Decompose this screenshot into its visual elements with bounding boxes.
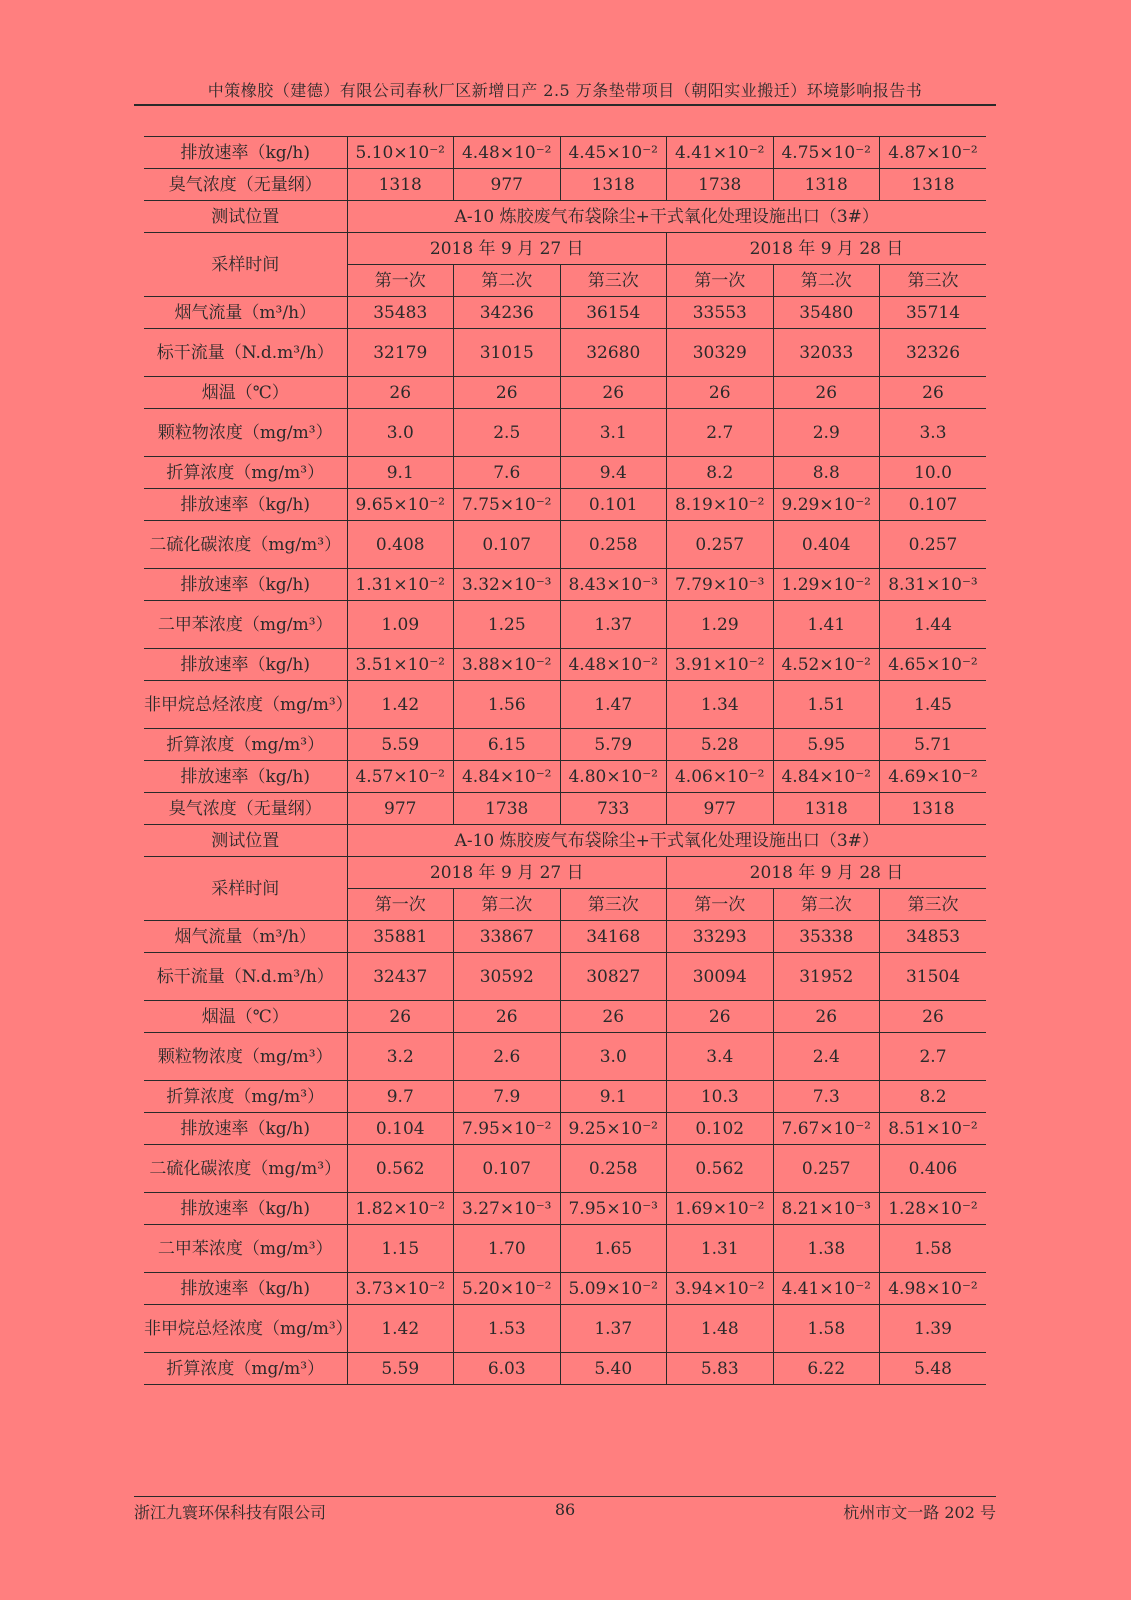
table-row	[144, 1113, 986, 1145]
table-row	[144, 601, 986, 649]
value-cell: 26	[880, 1001, 987, 1033]
row-label: 折算浓度（mg/m³）	[144, 1081, 347, 1113]
value-cell: 1.53	[454, 1305, 561, 1353]
table-row	[144, 1273, 986, 1305]
value-cell: 7.6	[454, 457, 561, 489]
value-cell: 1.58	[773, 1305, 880, 1353]
date-header: 2018 年 9 月 28 日	[667, 233, 987, 265]
run-header: 第一次	[667, 889, 774, 921]
value-cell: 36154	[560, 297, 667, 329]
value-cell: 26	[347, 1001, 454, 1033]
value-cell: 1.37	[560, 601, 667, 649]
value-cell: 1.69×10⁻²	[667, 1193, 774, 1225]
row-label: 烟温（℃）	[144, 377, 347, 409]
row-label: 二硫化碳浓度（mg/m³）	[144, 1145, 347, 1193]
value-cell: 9.1	[560, 1081, 667, 1113]
table-row	[144, 681, 986, 729]
table-row	[144, 729, 986, 761]
value-cell: 4.87×10⁻²	[880, 137, 987, 169]
value-cell: 3.73×10⁻²	[347, 1273, 454, 1305]
value-cell: 0.102	[667, 1113, 774, 1145]
value-cell: 8.21×10⁻³	[773, 1193, 880, 1225]
row-label: 排放速率（kg/h)	[144, 1193, 347, 1225]
location-label: 测试位置	[144, 201, 347, 233]
value-cell: 0.257	[773, 1145, 880, 1193]
value-cell: 2.9	[773, 409, 880, 457]
value-cell: 9.25×10⁻²	[560, 1113, 667, 1145]
row-label: 排放速率（kg/h)	[144, 569, 347, 601]
document-header: 中策橡胶（建德）有限公司春秋厂区新增日产 2.5 万条垫带项目（朝阳实业搬迁）环境影响报告书	[207, 81, 923, 100]
value-cell: 3.51×10⁻²	[347, 649, 454, 681]
value-cell: 5.48	[880, 1353, 987, 1385]
value-cell: 9.65×10⁻²	[347, 489, 454, 521]
value-cell: 26	[773, 377, 880, 409]
value-cell: 0.406	[880, 1145, 987, 1193]
run-header: 第二次	[454, 889, 561, 921]
value-cell: 9.1	[347, 457, 454, 489]
date-row	[144, 857, 986, 889]
value-cell: 26	[667, 1001, 774, 1033]
run-header: 第一次	[347, 889, 454, 921]
value-cell: 1318	[347, 169, 454, 201]
value-cell: 31504	[880, 953, 987, 1001]
value-cell: 34236	[454, 297, 561, 329]
value-cell: 8.2	[880, 1081, 987, 1113]
row-label: 烟温（℃）	[144, 1001, 347, 1033]
value-cell: 10.3	[667, 1081, 774, 1113]
value-cell: 4.84×10⁻²	[773, 761, 880, 793]
value-cell: 4.75×10⁻²	[773, 137, 880, 169]
table-row	[144, 137, 986, 169]
value-cell: 26	[773, 1001, 880, 1033]
row-label: 折算浓度（mg/m³）	[144, 457, 347, 489]
value-cell: 4.48×10⁻²	[560, 649, 667, 681]
table-row	[144, 1033, 986, 1081]
value-cell: 33867	[454, 921, 561, 953]
value-cell: 2.4	[773, 1033, 880, 1081]
location-value: A-10 炼胶废气布袋除尘+干式氧化处理设施出口（3#）	[347, 201, 986, 233]
value-cell: 2.7	[667, 409, 774, 457]
value-cell: 35881	[347, 921, 454, 953]
table-row	[144, 457, 986, 489]
value-cell: 1.28×10⁻²	[880, 1193, 987, 1225]
value-cell: 3.32×10⁻³	[454, 569, 561, 601]
row-label: 非甲烷总烃浓度（mg/m³）	[144, 681, 347, 729]
table-row	[144, 649, 986, 681]
value-cell: 7.95×10⁻²	[454, 1113, 561, 1145]
value-cell: 1.29×10⁻²	[773, 569, 880, 601]
table-row	[144, 297, 986, 329]
run-header: 第二次	[773, 265, 880, 297]
footer-company: 浙江九寰环保科技有限公司	[134, 1503, 327, 1522]
table-body	[144, 137, 986, 1385]
value-cell: 3.94×10⁻²	[667, 1273, 774, 1305]
value-cell: 35480	[773, 297, 880, 329]
value-cell: 5.59	[347, 729, 454, 761]
value-cell: 26	[667, 377, 774, 409]
value-cell: 9.4	[560, 457, 667, 489]
table-row	[144, 329, 986, 377]
value-cell: 3.27×10⁻³	[454, 1193, 561, 1225]
value-cell: 32437	[347, 953, 454, 1001]
table-row	[144, 569, 986, 601]
value-cell: 0.404	[773, 521, 880, 569]
value-cell: 32179	[347, 329, 454, 377]
value-cell: 0.257	[880, 521, 987, 569]
table-row	[144, 1305, 986, 1353]
table-row	[144, 1081, 986, 1113]
run-header: 第二次	[773, 889, 880, 921]
value-cell: 5.28	[667, 729, 774, 761]
location-row	[144, 201, 986, 233]
row-label: 臭气浓度（无量纲）	[144, 793, 347, 825]
value-cell: 2.7	[880, 1033, 987, 1081]
value-cell: 26	[560, 377, 667, 409]
value-cell: 3.2	[347, 1033, 454, 1081]
value-cell: 6.22	[773, 1353, 880, 1385]
value-cell: 7.3	[773, 1081, 880, 1113]
date-header: 2018 年 9 月 28 日	[667, 857, 987, 889]
value-cell: 1.37	[560, 1305, 667, 1353]
row-label: 烟气流量（m³/h）	[144, 297, 347, 329]
row-label: 标干流量（N.d.m³/h）	[144, 953, 347, 1001]
value-cell: 8.43×10⁻³	[560, 569, 667, 601]
value-cell: 4.65×10⁻²	[880, 649, 987, 681]
value-cell: 1.31	[667, 1225, 774, 1273]
value-cell: 10.0	[880, 457, 987, 489]
value-cell: 1.15	[347, 1225, 454, 1273]
value-cell: 4.98×10⁻²	[880, 1273, 987, 1305]
row-label: 排放速率（kg/h)	[144, 649, 347, 681]
value-cell: 35338	[773, 921, 880, 953]
value-cell: 0.101	[560, 489, 667, 521]
row-label: 折算浓度（mg/m³）	[144, 729, 347, 761]
run-header: 第一次	[347, 265, 454, 297]
table-row	[144, 1001, 986, 1033]
value-cell: 1.47	[560, 681, 667, 729]
value-cell: 1318	[560, 169, 667, 201]
row-label: 标干流量（N.d.m³/h）	[144, 329, 347, 377]
value-cell: 31015	[454, 329, 561, 377]
table-row	[144, 409, 986, 457]
value-cell: 35714	[880, 297, 987, 329]
value-cell: 33553	[667, 297, 774, 329]
value-cell: 5.40	[560, 1353, 667, 1385]
value-cell: 8.2	[667, 457, 774, 489]
value-cell: 4.84×10⁻²	[454, 761, 561, 793]
value-cell: 977	[454, 169, 561, 201]
value-cell: 1.42	[347, 681, 454, 729]
value-cell: 1.38	[773, 1225, 880, 1273]
value-cell: 7.9	[454, 1081, 561, 1113]
table-row	[144, 1353, 986, 1385]
value-cell: 0.107	[880, 489, 987, 521]
value-cell: 4.80×10⁻²	[560, 761, 667, 793]
value-cell: 26	[454, 1001, 561, 1033]
value-cell: 6.15	[454, 729, 561, 761]
value-cell: 8.31×10⁻³	[880, 569, 987, 601]
value-cell: 7.67×10⁻²	[773, 1113, 880, 1145]
location-value: A-10 炼胶废气布袋除尘+干式氧化处理设施出口（3#）	[347, 825, 986, 857]
value-cell: 1.44	[880, 601, 987, 649]
table-row	[144, 953, 986, 1001]
date-row	[144, 233, 986, 265]
value-cell: 0.562	[667, 1145, 774, 1193]
run-header: 第三次	[880, 265, 987, 297]
table-row	[144, 1193, 986, 1225]
run-header: 第二次	[454, 265, 561, 297]
value-cell: 3.0	[560, 1033, 667, 1081]
value-cell: 9.29×10⁻²	[773, 489, 880, 521]
table-row	[144, 921, 986, 953]
value-cell: 4.48×10⁻²	[454, 137, 561, 169]
value-cell: 8.8	[773, 457, 880, 489]
value-cell: 3.3	[880, 409, 987, 457]
value-cell: 5.20×10⁻²	[454, 1273, 561, 1305]
header-divider	[134, 104, 996, 106]
value-cell: 0.408	[347, 521, 454, 569]
value-cell: 5.59	[347, 1353, 454, 1385]
value-cell: 1738	[667, 169, 774, 201]
table-row	[144, 761, 986, 793]
row-label: 排放速率（kg/h)	[144, 489, 347, 521]
row-label: 烟气流量（m³/h）	[144, 921, 347, 953]
value-cell: 1318	[773, 169, 880, 201]
value-cell: 0.562	[347, 1145, 454, 1193]
value-cell: 3.91×10⁻²	[667, 649, 774, 681]
value-cell: 1.25	[454, 601, 561, 649]
value-cell: 1.65	[560, 1225, 667, 1273]
value-cell: 0.258	[560, 1145, 667, 1193]
value-cell: 0.107	[454, 521, 561, 569]
row-label: 颗粒物浓度（mg/m³）	[144, 1033, 347, 1081]
value-cell: 1.82×10⁻²	[347, 1193, 454, 1225]
table-row	[144, 1145, 986, 1193]
value-cell: 1.70	[454, 1225, 561, 1273]
run-header: 第三次	[560, 265, 667, 297]
value-cell: 30094	[667, 953, 774, 1001]
value-cell: 35483	[347, 297, 454, 329]
date-header: 2018 年 9 月 27 日	[347, 233, 667, 265]
row-label: 二甲苯浓度（mg/m³）	[144, 1225, 347, 1273]
value-cell: 1.56	[454, 681, 561, 729]
value-cell: 4.52×10⁻²	[773, 649, 880, 681]
location-row	[144, 825, 986, 857]
value-cell: 4.57×10⁻²	[347, 761, 454, 793]
value-cell: 1.31×10⁻²	[347, 569, 454, 601]
monitoring-data-table	[144, 136, 986, 1385]
value-cell: 5.95	[773, 729, 880, 761]
value-cell: 1.41	[773, 601, 880, 649]
row-label: 排放速率（kg/h)	[144, 137, 347, 169]
value-cell: 30827	[560, 953, 667, 1001]
table-row	[144, 169, 986, 201]
value-cell: 1318	[773, 793, 880, 825]
value-cell: 2.6	[454, 1033, 561, 1081]
page-number: 86	[554, 1500, 576, 1519]
value-cell: 2.5	[454, 409, 561, 457]
value-cell: 31952	[773, 953, 880, 1001]
value-cell: 1.45	[880, 681, 987, 729]
value-cell: 733	[560, 793, 667, 825]
row-label: 二甲苯浓度（mg/m³）	[144, 601, 347, 649]
row-label: 臭气浓度（无量纲）	[144, 169, 347, 201]
table-row	[144, 1225, 986, 1273]
value-cell: 32033	[773, 329, 880, 377]
value-cell: 5.71	[880, 729, 987, 761]
row-label: 排放速率（kg/h)	[144, 1113, 347, 1145]
footer-divider	[134, 1496, 996, 1497]
table-row	[144, 793, 986, 825]
value-cell: 9.7	[347, 1081, 454, 1113]
value-cell: 0.257	[667, 521, 774, 569]
run-header: 第一次	[667, 265, 774, 297]
value-cell: 5.83	[667, 1353, 774, 1385]
document-footer	[134, 1500, 996, 1522]
value-cell: 8.19×10⁻²	[667, 489, 774, 521]
value-cell: 26	[880, 377, 987, 409]
value-cell: 0.104	[347, 1113, 454, 1145]
value-cell: 5.79	[560, 729, 667, 761]
value-cell: 7.95×10⁻³	[560, 1193, 667, 1225]
value-cell: 1.58	[880, 1225, 987, 1273]
value-cell: 1738	[454, 793, 561, 825]
value-cell: 3.0	[347, 409, 454, 457]
sampling-time-label: 采样时间	[144, 233, 347, 297]
row-label: 颗粒物浓度（mg/m³）	[144, 409, 347, 457]
value-cell: 4.69×10⁻²	[880, 761, 987, 793]
value-cell: 4.41×10⁻²	[667, 137, 774, 169]
value-cell: 4.41×10⁻²	[773, 1273, 880, 1305]
value-cell: 3.88×10⁻²	[454, 649, 561, 681]
value-cell: 26	[454, 377, 561, 409]
value-cell: 32326	[880, 329, 987, 377]
footer-address: 杭州市文一路 202 号	[843, 1503, 996, 1522]
table-row	[144, 377, 986, 409]
value-cell: 1318	[880, 169, 987, 201]
value-cell: 33293	[667, 921, 774, 953]
value-cell: 1.09	[347, 601, 454, 649]
value-cell: 3.1	[560, 409, 667, 457]
value-cell: 8.51×10⁻²	[880, 1113, 987, 1145]
sampling-time-label: 采样时间	[144, 857, 347, 921]
value-cell: 1.42	[347, 1305, 454, 1353]
value-cell: 1318	[880, 793, 987, 825]
value-cell: 26	[560, 1001, 667, 1033]
value-cell: 1.48	[667, 1305, 774, 1353]
value-cell: 32680	[560, 329, 667, 377]
row-label: 折算浓度（mg/m³）	[144, 1353, 347, 1385]
value-cell: 30592	[454, 953, 561, 1001]
value-cell: 7.79×10⁻³	[667, 569, 774, 601]
value-cell: 5.09×10⁻²	[560, 1273, 667, 1305]
value-cell: 7.75×10⁻²	[454, 489, 561, 521]
row-label: 非甲烷总烃浓度（mg/m³）	[144, 1305, 347, 1353]
value-cell: 34853	[880, 921, 987, 953]
value-cell: 3.4	[667, 1033, 774, 1081]
row-label: 二硫化碳浓度（mg/m³）	[144, 521, 347, 569]
value-cell: 977	[347, 793, 454, 825]
value-cell: 4.06×10⁻²	[667, 761, 774, 793]
value-cell: 34168	[560, 921, 667, 953]
row-label: 排放速率（kg/h)	[144, 1273, 347, 1305]
date-header: 2018 年 9 月 27 日	[347, 857, 667, 889]
value-cell: 30329	[667, 329, 774, 377]
table-row	[144, 489, 986, 521]
table-row	[144, 521, 986, 569]
value-cell: 1.51	[773, 681, 880, 729]
value-cell: 1.39	[880, 1305, 987, 1353]
value-cell: 5.10×10⁻²	[347, 137, 454, 169]
run-header: 第三次	[880, 889, 987, 921]
value-cell: 6.03	[454, 1353, 561, 1385]
value-cell: 4.45×10⁻²	[560, 137, 667, 169]
run-header: 第三次	[560, 889, 667, 921]
value-cell: 1.29	[667, 601, 774, 649]
value-cell: 977	[667, 793, 774, 825]
value-cell: 0.258	[560, 521, 667, 569]
row-label: 排放速率（kg/h)	[144, 761, 347, 793]
value-cell: 26	[347, 377, 454, 409]
location-label: 测试位置	[144, 825, 347, 857]
value-cell: 0.107	[454, 1145, 561, 1193]
value-cell: 1.34	[667, 681, 774, 729]
